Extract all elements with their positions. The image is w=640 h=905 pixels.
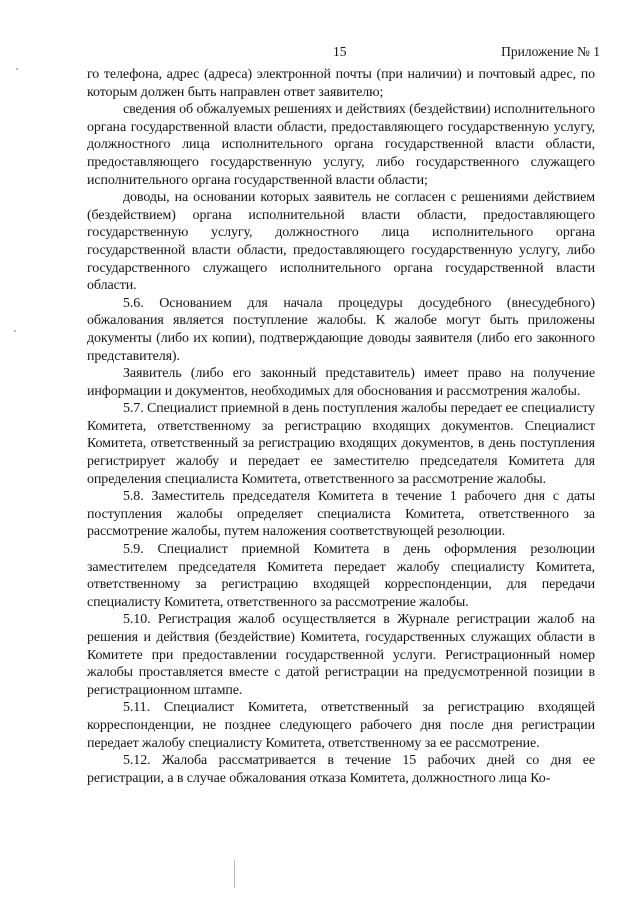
paragraph: Заявитель (либо его законный представитель) имеет право на получение информации и документов, необходимых для обоснования и рассмотрения жалобы. bbox=[87, 366, 595, 399]
paragraph: 5.12. Жалоба рассматривается в течение 15 рабочих дней со дня ее регистрации, а в случае обжалования отказа Комитета, должностного лица Ко- bbox=[87, 753, 595, 786]
paragraph: 5.8. Заместитель председателя Комитета в течение 1 рабочего дня с даты поступления жалобы определяет специалиста Комитета, ответственного за рассмотрение жалобы, путем наложения соответствующей резолюции. bbox=[87, 489, 595, 540]
paragraph: доводы, на основании которых заявитель не согласен с решениями действием (бездействием) органа исполнительной власти области, предоставляющего государственную услугу, должностного лица исполнительного органа государственной власти области, предоставляющего государственную услугу, либо государственного служащего исполнительного органа государственной власти области. bbox=[87, 190, 595, 294]
document-body bbox=[87, 66, 595, 787]
page-number: 15 bbox=[333, 44, 347, 59]
paragraph: 5.10. Регистрация жалоб осуществляется в Журнале регистрации жалоб на решения и действия (бездействие) Комитета, государственных служащих области в Комитете при предоставлении государственной услуги. Регистрационный номер жалобы проставляется вместе с датой регистрации на предусмотренной позиции в регистрационном штампе. bbox=[87, 612, 595, 698]
scan-speck bbox=[14, 330, 16, 332]
paragraph: го телефона, адрес (адреса) электронной почты (при наличии) и почтовый адрес, по которым должен быть направлен ответ заявителю; bbox=[87, 67, 595, 100]
paragraph: 5.11. Специалист Комитета, ответственный за регистрацию входящей корреспонденции, не позднее следующего рабочего дня после дня регистрации передает жалобу специалисту Комитета, ответственному за ее рассмотрение. bbox=[87, 700, 595, 751]
appendix-label: Приложение № 1 bbox=[501, 44, 600, 59]
scan-speck bbox=[16, 68, 18, 70]
paragraph: сведения об обжалуемых решениях и действиях (бездействии) исполнительного органа государственной власти области, предоставляющего государственную услугу, должностного лица исполнительного органа государственной власти области, предоставляющего государственную услугу, либо государственного служащего исполнительного органа государственной власти области; bbox=[87, 102, 596, 188]
paragraph: 5.6. Основанием для начала процедуры досудебного (внесудебного) обжалования является поступление жалобы. К жалобе могут быть приложены документы (либо их копии), подтверждающие доводы заявителя (либо его законного представителя). bbox=[87, 295, 595, 364]
paragraph: 5.9. Специалист приемной Комитета в день оформления резолюции заместителем председателя Комитета передает жалобу специалисту Комитета, ответственному за регистрацию входящей корреспонденции, для передачи специалисту Комитета, ответственного за рассмотрение жалобы. bbox=[87, 542, 595, 610]
scan-speck bbox=[234, 860, 235, 888]
paragraph: 5.7. Специалист приемной в день поступления жалобы передает ее специалисту Комитета, ответственному за регистрацию входящих документов. Специалист Комитета, ответственный за регистрацию входящих документов, в день поступления регистрирует жалобу и передает ее заместителю председателя Комитета для определения специалиста Комитета, ответственного за рассмотрение жалобы. bbox=[87, 401, 595, 487]
